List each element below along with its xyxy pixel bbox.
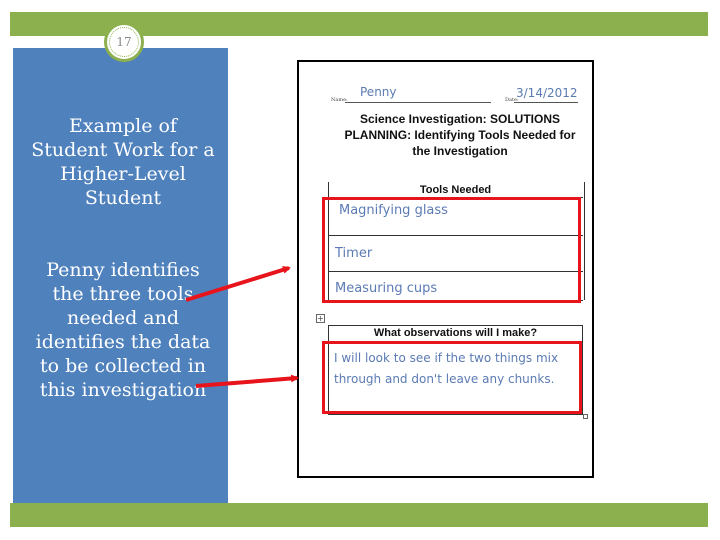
slide-number: 17 — [116, 35, 132, 49]
observations-table-header: What observations will I make? — [373, 327, 538, 339]
date-label: Date: — [505, 97, 519, 103]
student-name: Penny — [360, 85, 397, 99]
worksheet-date: 3/14/2012 — [516, 86, 578, 100]
tool-item: Magnifying glass — [339, 203, 448, 218]
observations-answer: I will look to see if the two things mix through and don't leave any chunks. — [334, 351, 559, 386]
tool-item: Timer — [335, 246, 373, 261]
name-label: Name: — [331, 97, 348, 103]
slide-description: Penny identifies the three tools needed and identifies the data to be collected in this investigation — [35, 259, 211, 401]
worksheet-title-line-2: PLANNING: Identifying Tools Needed for — [344, 128, 576, 142]
worksheet-title-line-1: Science Investigation: SOLUTIONS — [359, 112, 561, 126]
arrow-to-tools — [186, 268, 289, 300]
tool-item: Measuring cups — [335, 281, 438, 296]
table-move-handle-icon: + — [317, 314, 324, 323]
worksheet-title-line-3: the Investigation — [412, 144, 508, 158]
tools-table-header: Tools Needed — [419, 184, 492, 196]
arrow-to-observations — [196, 378, 297, 386]
slide-title: Example of Student Work for a Higher-Level Student — [31, 115, 215, 209]
